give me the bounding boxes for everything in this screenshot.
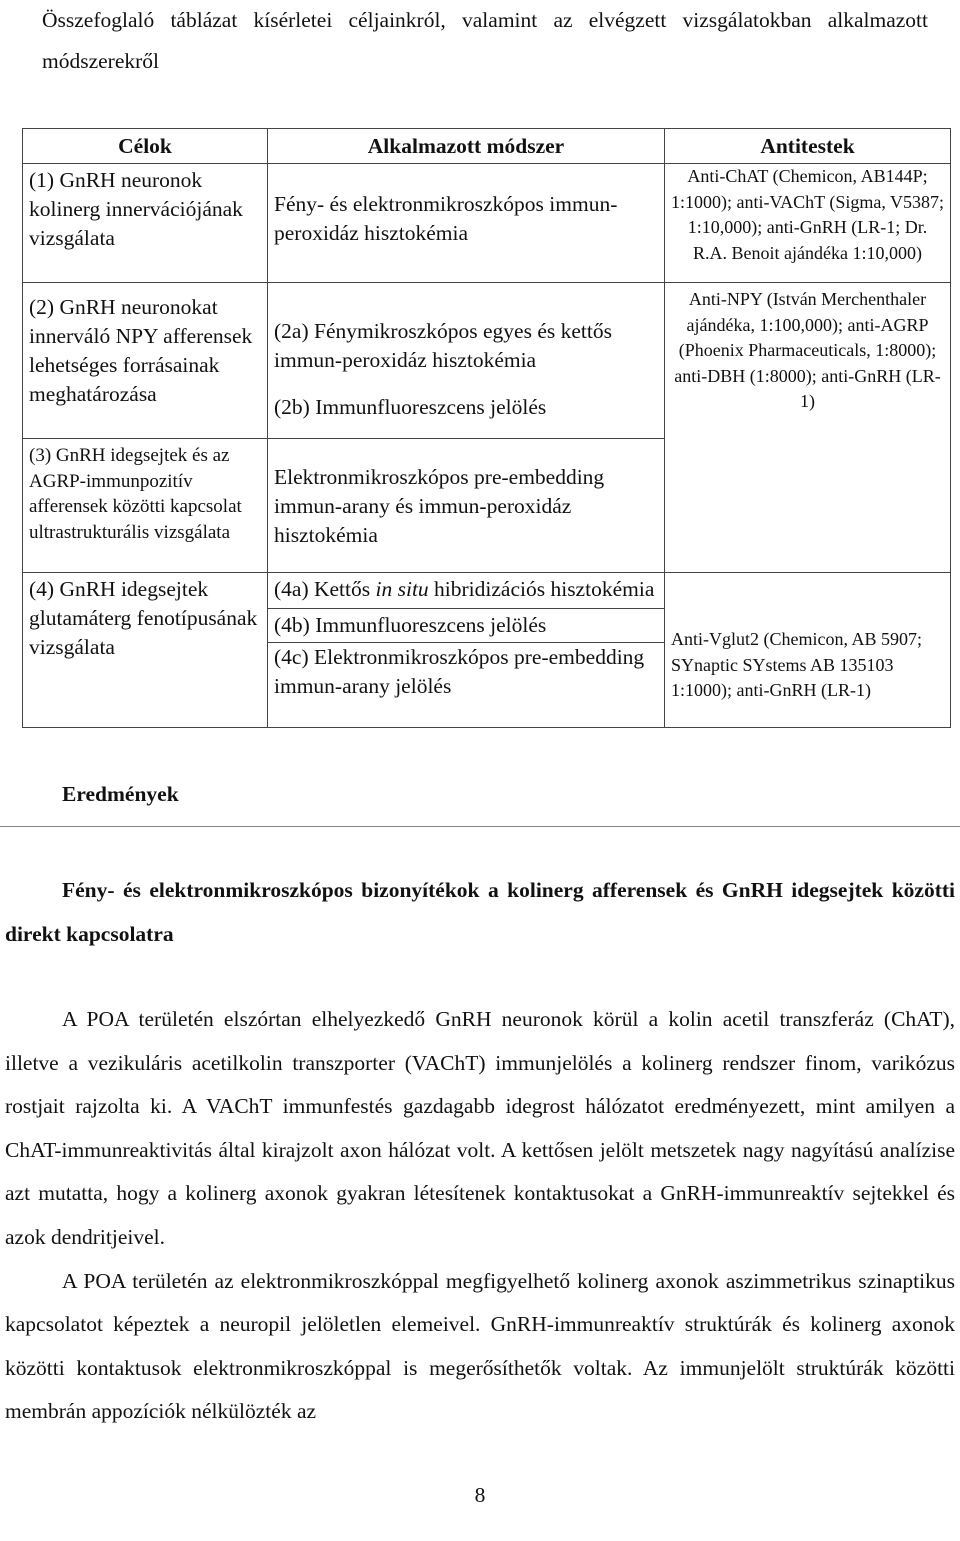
table-row-2 (23, 283, 951, 439)
paragraph-1: A POA területén elszórtan elhelyezkedő GnRH neuronok körül a kolin acetil transzferáz (ChAT), illetve a vezikuláris acetilkolin transzporter (VAChT) immunjelölés a kolinerg rendszer finom, varikózus rostjait rajzolta ki. A VAChT immunfestés gazdagabb idegrost hálózatot eredményezett, mint amilyen a ChAT-immunreaktivitás által kirajzolt axon hálózat volt. A kettősen jelölt metszetek nagy nagyítású analízise azt mutatta, hogy a kolinerg axonok gyakran létesítenek kontaktusokat a GnRH-immunreaktív sejtekkel és azok dendritjeivel. (5, 1007, 955, 1249)
method-4a (268, 573, 664, 609)
method-1: Fény- és elektronmikroszkópos immun-peroxidáz hisztokémia (268, 164, 665, 283)
antibody-1: Anti-ChAT (Chemicon, AB144P; 1:1000); anti-VAChT (Sigma, V5387; 1:10,000); anti-GnRH (LR-1; Dr. R.A. Benoit ajándéka 1:10,000) (665, 164, 951, 283)
goal-2: (2) GnRH neuronokat innerváló NPY afferensek lehetséges forrásainak meghatározása (23, 283, 268, 439)
methods-summary-table (22, 128, 951, 728)
antibody-4 (665, 573, 951, 728)
results-subheading (5, 868, 955, 956)
goal-1: (1) GnRH neuronok kolinerg innervációjának vizsgálata (23, 164, 268, 283)
results-heading: Eredmények (62, 782, 179, 806)
results-subheading-text: Fény- és elektronmikroszkópos bizonyítékok a kolinerg afferensek és GnRH idegsejtek közötti direkt kapcsolatra (5, 878, 955, 946)
header-goals: Célok (23, 129, 268, 164)
table-caption: Összefoglaló táblázat kísérletei céljainkról, valamint az elvégzett vizsgálatokban alkalmazott módszerekről (42, 8, 928, 73)
paragraph-2: A POA területén az elektronmikroszkóppal megfigyelhető kolinerg axonok aszimmetrikus szinaptikus kapcsolatot képeztek a neuropil jelöletlen elemeivel. GnRH-immunreaktív struktúrák és kolinerg axonok közötti kontaktusok elektronmikroszkóppal is megerősíthetők voltak. Az immunjelölt struktúrák közötti membrán appozíciók nélkülözték az (5, 1268, 955, 1424)
table-row-4 (23, 573, 951, 728)
method-4 (268, 573, 665, 728)
section-divider (0, 826, 960, 827)
method-4a-suffix: hibridizációs hisztokémia (428, 577, 655, 601)
goal-4: (4) GnRH idegsejtek glutamáterg fenotípusának vizsgálata (23, 573, 268, 728)
method-2 (268, 283, 665, 439)
body-text (5, 998, 955, 1434)
method-2b: (2b) Immunfluoreszcens jelölés (274, 395, 547, 419)
table-row-1 (23, 164, 951, 283)
table-header-row (23, 129, 951, 164)
method-3: Elektronmikroszkópos pre-embedding immun-arany és immun-peroxidáz hisztokémia (268, 439, 665, 573)
method-4a-prefix: (4a) Kettős (274, 577, 376, 601)
method-4c: (4c) Elektronmikroszkópos pre-embedding immun-arany jelölés (274, 645, 645, 698)
method-4a-italic: in situ (375, 577, 429, 601)
table-row-3 (23, 439, 951, 573)
header-antibodies: Antitestek (665, 129, 951, 164)
antibody-3-empty (665, 439, 951, 573)
page-number: 8 (474, 1483, 486, 1507)
antibody-2: Anti-NPY (István Merchenthaler ajándéka, 1:100,000); anti-AGRP (Phoenix Pharmaceuticals, 1:8000); anti-DBH (1:8000); anti-GnRH (LR-1) (665, 283, 951, 439)
header-method: Alkalmazott módszer (268, 129, 665, 164)
method-2a: (2a) Fénymikroszkópos egyes és kettős immun-peroxidáz hisztokémia (274, 319, 612, 372)
method-4b: (4b) Immunfluoreszcens jelölés (268, 609, 664, 643)
goal-3: (3) GnRH idegsejtek és az AGRP-immunpozitív afferensek közötti kapcsolat ultrastrukturális vizsgálata (23, 439, 268, 573)
antibody-4-text: Anti-Vglut2 (Chemicon, AB 5907; SYnaptic SYstems AB 135103 1:1000); anti-GnRH (LR-1) (671, 629, 922, 700)
